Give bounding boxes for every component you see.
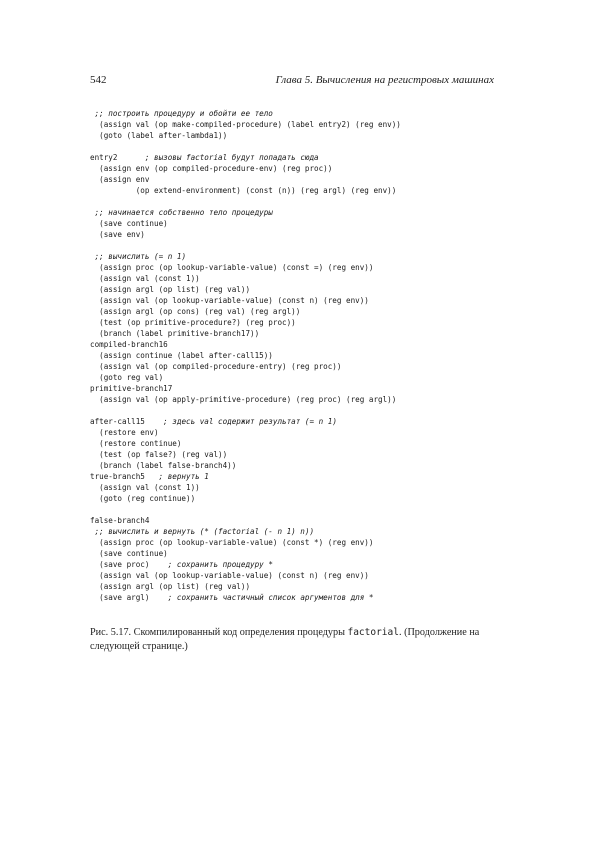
code-comment: ; здесь val содержит результат (= n 1) bbox=[163, 417, 337, 426]
code-text: (restore continue) bbox=[90, 439, 182, 448]
code-text: (save continue) bbox=[90, 219, 168, 228]
code-text: (assign val (const 1)) bbox=[90, 483, 200, 492]
code-line bbox=[90, 427, 510, 438]
code-text: (assign val (op lookup-variable-value) (const n) (reg env)) bbox=[90, 296, 369, 305]
code-text: (assign env (op compiled-procedure-env) (reg proc)) bbox=[90, 164, 333, 173]
code-line bbox=[90, 515, 510, 526]
page-header bbox=[90, 74, 494, 90]
code-line bbox=[90, 262, 510, 273]
code-line bbox=[90, 559, 510, 570]
code-listing bbox=[90, 108, 510, 603]
code-text: (assign argl (op list) (reg val)) bbox=[90, 285, 251, 294]
code-text: (save proc) bbox=[90, 560, 168, 569]
code-text: compiled-branch16 bbox=[90, 340, 168, 349]
code-comment: ; сохранить частичный список аргументов для * bbox=[167, 593, 374, 602]
code-comment: ; вернуть 1 bbox=[158, 472, 209, 481]
code-text: (test (op false?) (reg val)) bbox=[90, 450, 228, 459]
code-line bbox=[90, 240, 510, 251]
code-line bbox=[90, 251, 510, 262]
code-text: (assign val (op apply-primitive-procedure) (reg proc) (reg argl)) bbox=[90, 395, 397, 404]
code-line bbox=[90, 405, 510, 416]
caption-code: factorial bbox=[347, 627, 399, 638]
code-line bbox=[90, 141, 510, 152]
code-text: primitive-branch17 bbox=[90, 384, 173, 393]
code-line bbox=[90, 185, 510, 196]
code-comment: ;; построить процедуру и обойти ее тело bbox=[94, 109, 273, 118]
code-text: (assign val (op compiled-procedure-entry) (reg proc)) bbox=[90, 362, 342, 371]
code-text: (assign proc (op lookup-variable-value) (const *) (reg env)) bbox=[90, 538, 374, 547]
code-line bbox=[90, 317, 510, 328]
code-text: (goto reg val) bbox=[90, 373, 164, 382]
code-text: false-branch4 bbox=[90, 516, 150, 525]
code-line bbox=[90, 196, 510, 207]
running-title: Глава 5. Вычисления на регистровых машинах bbox=[275, 74, 494, 86]
code-text: (goto (label after-lambda1)) bbox=[90, 131, 228, 140]
code-comment: ; вызовы factorial будут попадать сюда bbox=[144, 153, 319, 162]
code-line bbox=[90, 504, 510, 515]
code-line bbox=[90, 394, 510, 405]
code-line bbox=[90, 350, 510, 361]
code-text: (restore env) bbox=[90, 428, 159, 437]
code-line bbox=[90, 306, 510, 317]
code-text: entry2 bbox=[90, 153, 145, 162]
code-text: (assign val (op make-compiled-procedure) (label entry2) (reg env)) bbox=[90, 120, 401, 129]
code-line bbox=[90, 174, 510, 185]
code-line bbox=[90, 471, 510, 482]
code-text: after-call15 bbox=[90, 417, 164, 426]
code-line bbox=[90, 383, 510, 394]
code-comment: ;; вычислить (= n 1) bbox=[94, 252, 187, 261]
code-text: (assign val (op lookup-variable-value) (const n) (reg env)) bbox=[90, 571, 369, 580]
code-line bbox=[90, 570, 510, 581]
code-text: true-branch5 bbox=[90, 472, 159, 481]
code-line bbox=[90, 163, 510, 174]
code-text: (save continue) bbox=[90, 549, 168, 558]
code-line bbox=[90, 526, 510, 537]
code-line bbox=[90, 416, 510, 427]
code-line bbox=[90, 152, 510, 163]
code-text: (branch (label false-branch4)) bbox=[90, 461, 237, 470]
code-line bbox=[90, 339, 510, 350]
code-text: (assign proc (op lookup-variable-value) (const =) (reg env)) bbox=[90, 263, 374, 272]
code-comment: ;; начинается собственно тело процедуры bbox=[94, 208, 273, 217]
code-text: (assign argl (op list) (reg val)) bbox=[90, 582, 251, 591]
code-text: (assign val (const 1)) bbox=[90, 274, 200, 283]
figure-caption bbox=[90, 626, 502, 654]
code-line bbox=[90, 537, 510, 548]
code-text: (save env) bbox=[90, 230, 145, 239]
code-line bbox=[90, 328, 510, 339]
code-line bbox=[90, 207, 510, 218]
code-line bbox=[90, 493, 510, 504]
code-text: (goto (reg continue)) bbox=[90, 494, 196, 503]
code-line bbox=[90, 581, 510, 592]
code-comment: ;; вычислить и вернуть (* (factorial (- n 1) n)) bbox=[94, 527, 315, 536]
code-comment: ; сохранить процедуру * bbox=[167, 560, 273, 569]
code-line bbox=[90, 482, 510, 493]
code-text: (branch (label primitive-branch17)) bbox=[90, 329, 260, 338]
code-line bbox=[90, 372, 510, 383]
code-line bbox=[90, 361, 510, 372]
code-text: (assign continue (label after-call15)) bbox=[90, 351, 273, 360]
code-line bbox=[90, 295, 510, 306]
code-line bbox=[90, 438, 510, 449]
code-line bbox=[90, 218, 510, 229]
code-line bbox=[90, 284, 510, 295]
caption-prefix: Рис. 5.17. Скомпилированный код определения процедуры bbox=[90, 627, 348, 638]
code-line bbox=[90, 449, 510, 460]
page-number: 542 bbox=[90, 74, 107, 86]
code-text: (op extend-environment) (const (n)) (reg argl) (reg env)) bbox=[90, 186, 397, 195]
code-line bbox=[90, 130, 510, 141]
code-text: (assign argl (op cons) (reg val) (reg argl)) bbox=[90, 307, 301, 316]
code-line bbox=[90, 273, 510, 284]
caption-suffix: . (Продолжение на следующей странице.) bbox=[90, 627, 480, 652]
code-text: (assign env bbox=[90, 175, 150, 184]
code-text: (test (op primitive-procedure?) (reg proc)) bbox=[90, 318, 296, 327]
code-text: (save argl) bbox=[90, 593, 168, 602]
code-line bbox=[90, 592, 510, 603]
code-line bbox=[90, 119, 510, 130]
code-line bbox=[90, 229, 510, 240]
code-line bbox=[90, 108, 510, 119]
code-line bbox=[90, 460, 510, 471]
code-line bbox=[90, 548, 510, 559]
